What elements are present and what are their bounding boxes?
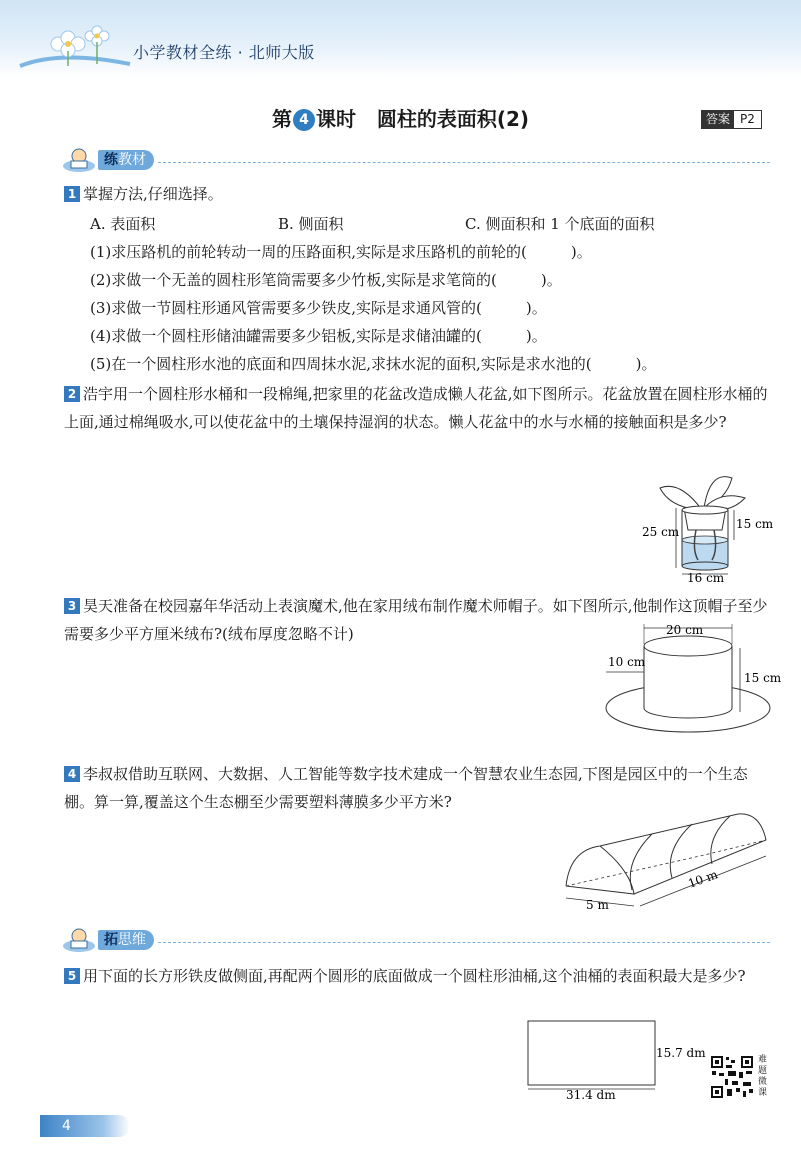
fig-sheet-width: 31.4 dm [566,1088,616,1102]
fig-length: 10 m [686,867,720,891]
q1-item-5: (5)在一个圆柱形水池的底面和四周抹水泥,求抹水泥的面积,实际是求水池的( )。 [90,355,657,373]
fig-hat-diameter: 20 cm [666,623,704,637]
lesson-suffix: 课时 [315,107,356,131]
lesson-prefix: 第 [271,107,292,131]
section-header-practice [58,150,770,170]
lesson-title [0,103,801,132]
book-title: 小学教材全练 · 北师大版 [133,43,315,62]
q1-option-c: C. 侧面积和 1 个底面的面积 [465,215,655,233]
lesson-number: 4 [293,109,315,131]
rectangle-sheet-figure [520,1015,710,1105]
q1-stem: 1 掌握方法,仔细选择。 [64,184,223,204]
section-label: 练教材 [98,150,154,170]
page-tab [40,1115,130,1137]
fig-brim-width: 10 cm [608,655,646,669]
section-header-extension [58,930,770,950]
q1-option-b: B. 侧面积 [278,215,344,233]
q3-text: 3 昊天准备在校园嘉年华活动上表演魔术,他在家用绒布制作魔术师帽子。如下图所示,他制作这顶帽子至少需要多少平方厘米绒布?(绒布厚度忽略不计) [64,597,768,643]
flower-logo-icon [20,14,130,74]
magician-hat-figure [600,620,782,740]
answer-page: P2 [740,112,755,126]
question-number: 1 [64,186,80,202]
section-divider [158,162,770,163]
section-label: 拓思维 [98,930,154,950]
lazy-flowerpot-figure [640,470,774,585]
qr-code-icon[interactable] [710,1055,754,1099]
q1-item-4: (4)求做一个圆柱形储油罐需要多少铝板,实际是求储油罐的( )。 [90,327,547,345]
q1-item-1: (1)求压路机的前轮转动一周的压路面积,实际是求压路机的前轮的( )。 [90,243,592,261]
page-number: 4 [62,1118,71,1134]
fig-width: 5 m [586,898,609,912]
thinking-child-icon [62,926,96,952]
section-divider [158,942,770,943]
greenhouse-figure [560,810,775,920]
fig-total-height: 25 cm [642,525,680,539]
fig-hat-height: 15 cm [744,671,782,685]
question-number: 4 [64,766,80,782]
q5-text: 5 用下面的长方形铁皮做侧面,再配两个圆形的底面做成一个圆柱形油桶,这个油桶的表面积最大是多少? [64,962,772,990]
lesson-name: 圆柱的表面积(2) [376,107,530,131]
reading-child-icon [62,146,96,172]
q2-text: 2 浩宇用一个圆柱形水桶和一段棉绳,把家里的花盆改造成懒人花盆,如下图所示。花盆放置在圆柱形水桶的上面,通过棉绳吸水,可以使花盆中的土壤保持湿润的状态。懒人花盆中的水与水桶的接触面积是多少? [64,385,768,431]
question-number: 3 [64,598,80,614]
answer-label: 答案 [702,111,734,128]
q1-option-a: A. 表面积 [90,215,156,233]
q1-item-3: (3)求做一节圆柱形通风管需要多少铁皮,实际是求通风管的( )。 [90,299,547,317]
q1-item-2: (2)求做一个无盖的圆柱形笔筒需要多少竹板,实际是求笔筒的( )。 [90,271,562,289]
question-number: 2 [64,386,80,402]
qr-label: 难题微课 [758,1055,768,1098]
fig-water-height: 15 cm [736,517,774,531]
question-number: 5 [64,968,80,984]
answer-reference [701,110,762,129]
fig-sheet-height: 15.7 dm [656,1046,706,1060]
q4-text: 4 李叔叔借助互联网、大数据、人工智能等数字技术建成一个智慧农业生态园,下图是园区中的一个生态棚。算一算,覆盖这个生态棚至少需要塑料薄膜多少平方米? [64,765,748,811]
fig-diameter: 16 cm [687,571,725,585]
